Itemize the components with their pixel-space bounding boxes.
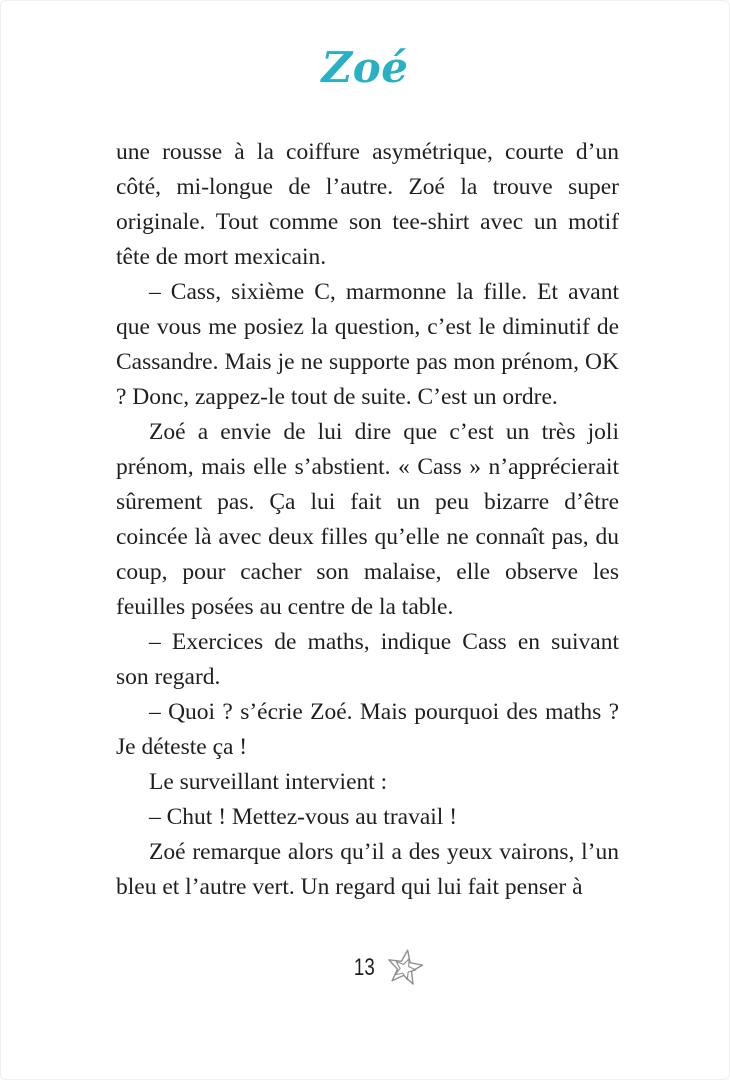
- paragraph: Le surveillant intervient :: [149, 769, 388, 795]
- body-text: [116, 135, 619, 905]
- paragraph: Zoé remarque alors qu’il a des yeux vairons, l’un bleu et l’autre vert. Un regard qui lui fait penser à: [116, 839, 619, 900]
- paragraph: – Chut ! Mettez-vous au travail !: [149, 804, 458, 830]
- paragraph: – Exercices de maths, indique Cass en suivant son regard.: [116, 629, 619, 690]
- paragraph: – Cass, sixième C, marmonne la fille. Et avant que vous me posiez la question, c’est le diminutif de Cassandre. Mais je ne supporte pas mon prénom, OK ? Donc, zappez-le tout de suite. C’est un ordre.: [116, 279, 619, 410]
- paragraph: une rousse à la coiffure asymétrique, courte d’un côté, mi-longue de l’autre. Zoé la trouve super originale. Tout comme son tee-shirt avec un motif tête de mort mexicain.: [116, 139, 619, 270]
- paragraph: Zoé a envie de lui dire que c’est un très joli prénom, mais elle s’abstient. « Cass » n’apprécierait sûrement pas. Ça lui fait un peu bizarre d’être coincée là avec deux filles qu’elle ne connaît pas, du coup, pour cacher son malaise, elle observe les feuilles posées au centre de la table.: [116, 419, 619, 620]
- doodle-star-icon: [383, 943, 427, 993]
- paragraph: – Quoi ? s’écrie Zoé. Mais pourquoi des maths ? Je déteste ça !: [116, 699, 619, 760]
- page-number: 13: [353, 954, 375, 981]
- page-footer: [1, 943, 729, 993]
- chapter-title: Zoé: [321, 43, 409, 92]
